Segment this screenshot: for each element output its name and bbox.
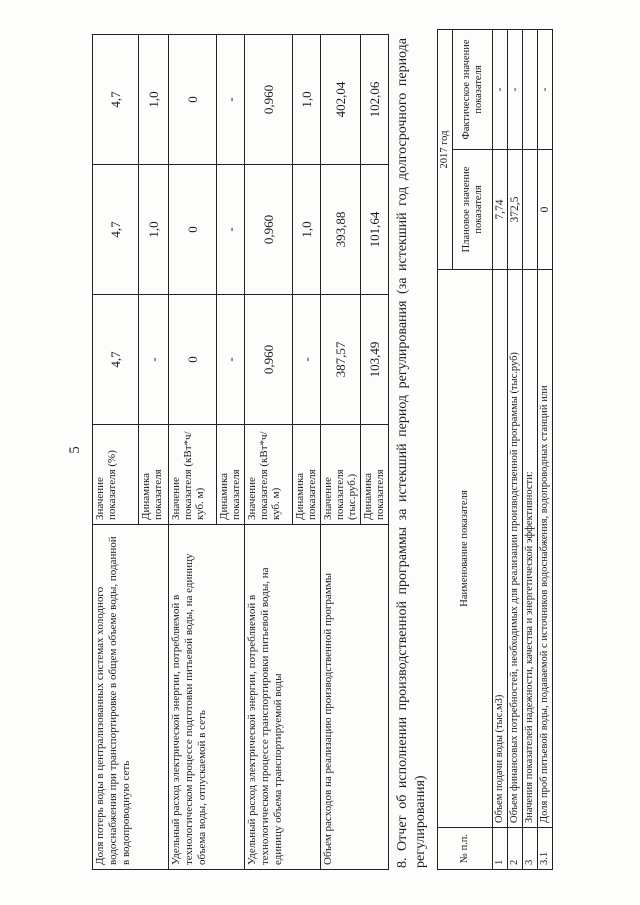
indicator-name: Удельный расход электрической энергии, потребляемой в технологическом процессе подготовки питьевой воды, на единицу объема воды, отпускаемой в сеть (169, 525, 245, 870)
measure-label: Значение показателя (%) (93, 425, 139, 525)
planned-value (523, 150, 538, 270)
actual-value: - (493, 30, 508, 150)
table-row (508, 30, 523, 870)
measure-label: Динамика показателя (139, 425, 169, 525)
table-cell: 387,57 (321, 295, 361, 425)
table-cell: 101,64 (361, 165, 389, 295)
table-cell: 393,88 (321, 165, 361, 295)
indicators-table (92, 34, 389, 870)
column-header-planned: Плановое значение показателя (453, 150, 493, 270)
row-name: Объем подачи воды (тыс.м3) (493, 270, 508, 828)
table-cell: 1,0 (293, 165, 321, 295)
table-row (523, 30, 538, 870)
planned-value: 372,5 (508, 150, 523, 270)
section-heading: 8. Отчет об исполнении производственной программы за истекший период регулирования (за истекший год долгосрочного периода регулирования) (395, 38, 428, 868)
table-cell: - (217, 35, 245, 165)
table-row (321, 35, 361, 870)
table-cell: 0,960 (245, 35, 293, 165)
table-row (538, 30, 553, 870)
table-cell: 402,04 (321, 35, 361, 165)
table-row (93, 35, 139, 870)
actual-value: - (538, 30, 553, 150)
row-number: 3 (523, 828, 538, 870)
indicator-name: Объем расходов на реализацию производственной программы (321, 525, 389, 870)
actual-value (523, 30, 538, 150)
measure-label: Значение показателя (кВт*ч/куб. м) (245, 425, 293, 525)
table-cell: 4,7 (93, 165, 139, 295)
measure-label: Значение показателя (тыс.руб.) (321, 425, 361, 525)
table-cell: 1,0 (293, 35, 321, 165)
measure-label: Динамика показателя (293, 425, 321, 525)
indicator-name: Доля потерь воды в централизованных системах холодного водоснабжения при транспортировке в общем объеме воды, поданной в водопроводную сеть (93, 525, 169, 870)
table-cell: 1,0 (139, 165, 169, 295)
row-name: Значения показателей надежности, качества и энергетической эффективности: (523, 270, 538, 828)
indicator-name: Удельный расход электрической энергии, потребляемой в технологическом процессе транспортировки питьевой воды, на единицу объема транспортируемой воды (245, 525, 321, 870)
row-name: Объем финансовых потребностей, необходимых для реализации производственной программы (тыс.руб) (508, 270, 523, 828)
table-cell: 0,960 (245, 165, 293, 295)
table-cell: 103,49 (361, 295, 389, 425)
table-cell: 4,7 (93, 295, 139, 425)
table-cell: 0 (169, 165, 217, 295)
column-header-number: № п.п. (438, 828, 493, 870)
column-header-name: Наименование показателя (438, 270, 493, 828)
table-cell: - (293, 295, 321, 425)
rotated-content (92, 20, 612, 880)
page-number: 5 (67, 446, 83, 454)
column-header-year: 2017 год (438, 30, 453, 270)
measure-label: Значение показателя (кВт*ч/куб. м) (169, 425, 217, 525)
table-cell: - (139, 295, 169, 425)
table-cell: 0,960 (245, 295, 293, 425)
table-cell: - (217, 295, 245, 425)
measure-label: Динамика показателя (217, 425, 245, 525)
table-cell: 102,06 (361, 35, 389, 165)
header-row (438, 30, 453, 870)
table-cell: - (217, 165, 245, 295)
row-number: 2 (508, 828, 523, 870)
table-cell: 0 (169, 35, 217, 165)
planned-value: 7,74 (493, 150, 508, 270)
table-row (493, 30, 508, 870)
table-row (169, 35, 217, 870)
table-cell: 4,7 (93, 35, 139, 165)
table-cell: 1,0 (139, 35, 169, 165)
planned-value: 0 (538, 150, 553, 270)
row-name: Доля проб питьевой воды, подаваемой с источников водоснабжения, водопроводных станций или (538, 270, 553, 828)
row-number: 1 (493, 828, 508, 870)
measure-label: Динамика показателя (361, 425, 389, 525)
row-number: 3.1 (538, 828, 553, 870)
table-cell: 0 (169, 295, 217, 425)
column-header-actual: Фактическое значение показателя (453, 30, 493, 150)
program-report-table (437, 29, 553, 870)
actual-value: - (508, 30, 523, 150)
table-row (245, 35, 293, 870)
